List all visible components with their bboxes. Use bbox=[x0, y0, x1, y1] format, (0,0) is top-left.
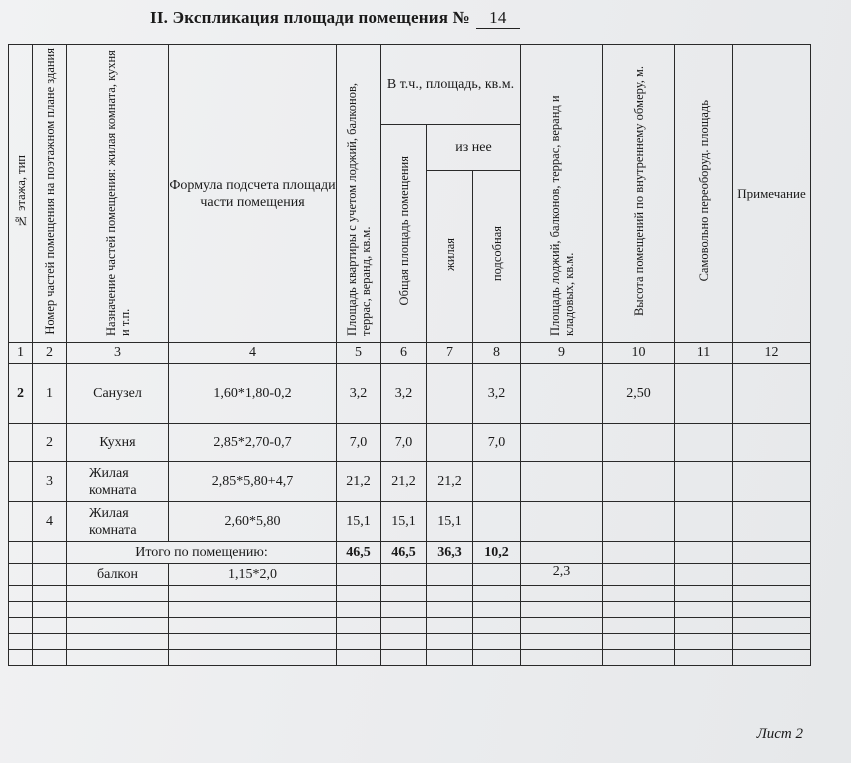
table-row: 3 Жилая комната 2,85*5,80+4,7 21,2 21,2 21,2 bbox=[9, 462, 811, 502]
header-loggia-area: Площадь лоджий, балконов, террас, веранд и кладовых, кв.м. bbox=[521, 45, 603, 343]
column-number-row: 1 2 3 4 5 6 7 8 9 10 11 12 bbox=[9, 343, 811, 364]
empty-row bbox=[9, 634, 811, 650]
balcony-row: балкон 1,15*2,0 2,3 bbox=[9, 564, 811, 586]
empty-row bbox=[9, 618, 811, 634]
header-formula: Формула подсчета площади части помещения bbox=[169, 45, 337, 343]
room-number: 14 bbox=[476, 8, 520, 29]
header-auxiliary: подсобная bbox=[473, 171, 521, 343]
table-row: 2 Кухня 2,85*2,70-0,7 7,0 7,0 7,0 bbox=[9, 424, 811, 462]
header-total-area: Общая площадь помещения bbox=[381, 125, 427, 343]
total-label: Итого по помещению: bbox=[67, 542, 337, 564]
header-note: Примечание bbox=[733, 45, 811, 343]
table-row: 2 1 Санузел 1,60*1,80-0,2 3,2 3,2 3,2 2,50 bbox=[9, 364, 811, 424]
header-floor: № этажа, тип bbox=[9, 45, 33, 343]
header-apartment-area: Площадь квартиры с учетом лоджий, балконов, террас, веранд, кв.м. bbox=[337, 45, 381, 343]
header-height: Высота помещений по внутреннему обмеру, м. bbox=[603, 45, 675, 343]
header-group-area: В т.ч., площадь, кв.м. bbox=[381, 45, 521, 125]
sheet-number: Лист 2 bbox=[756, 726, 803, 742]
header-unauthorized: Самовольно переоборуд. площадь bbox=[675, 45, 733, 343]
header-living: жилая bbox=[427, 171, 473, 343]
empty-row bbox=[9, 586, 811, 602]
header-part-number: Номер частей помещения на поэтажном плане здания bbox=[33, 45, 67, 343]
empty-row bbox=[9, 650, 811, 666]
title-text: II. Экспликация площади помещения № bbox=[150, 8, 470, 27]
document-title bbox=[150, 8, 520, 29]
explication-table bbox=[8, 44, 811, 666]
empty-row bbox=[9, 602, 811, 618]
header-purpose: Назначение частей помещения: жилая комната, кухня и т.п. bbox=[67, 45, 169, 343]
header-of-which: из нее bbox=[427, 125, 521, 171]
total-row: Итого по помещению: 46,5 46,5 36,3 10,2 bbox=[9, 542, 811, 564]
table-row: 4 Жилая комната 2,60*5,80 15,1 15,1 15,1 bbox=[9, 502, 811, 542]
